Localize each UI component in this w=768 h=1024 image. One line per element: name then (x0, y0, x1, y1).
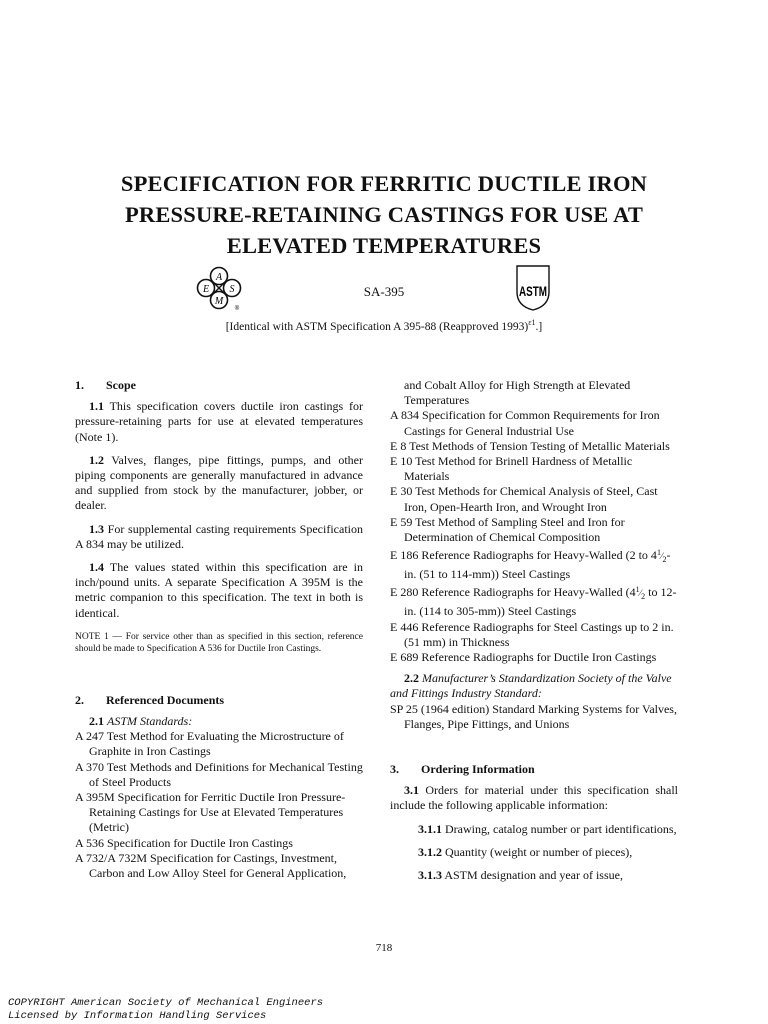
paragraph-3-1-3: 3.1.3 ASTM designation and year of issue, (418, 868, 623, 883)
reference-item: E 689 Reference Radiographs for Ductile Iron Castings (390, 650, 657, 665)
right-column (390, 378, 678, 883)
note-1: NOTE 1 — For service other than as specified in this section, reference should be made to Specification A 536 for Ductile Iron Castings. (75, 631, 363, 654)
logo-letter-top: A (215, 272, 223, 283)
designation: SA-395 (363, 284, 405, 299)
astm-logo-text: ASTM (519, 283, 547, 299)
page-number: 718 (375, 942, 393, 954)
reference-item-e186: E 186 Reference Radiographs for Heavy-Walled (2 to $4^1⁄_2-in$. (51 to 114-mm)) Steel Castings (390, 548, 671, 582)
logo-letter-right: S (229, 284, 235, 295)
section-heading-scope: 1. Scope (75, 378, 136, 392)
reference-item: A 536 Specification for Ductile Iron Castings (75, 835, 293, 850)
paragraph-1-1: 1.1 This specification covers ductile iron castings for pressure-retaining parts for use at elevated temperatures (Note 1). (75, 399, 363, 444)
identical-sup: ε1 (528, 318, 536, 327)
copyright-line: COPYRIGHT American Society of Mechanical Engineers (8, 997, 324, 1009)
reference-item-e280: E 280 Reference Radiographs for Heavy-Walled ($4^1⁄_2$ to 12-in. (114 to 305-mm)) Steel Castings (390, 585, 677, 619)
reference-item: A 732/A 732M Specification for Castings, Investment, Carbon and Low Alloy Steel for General Application, (75, 850, 347, 881)
title-line: ELEVATED TEMPERATURES (226, 233, 542, 258)
registered-mark: ® (234, 306, 240, 312)
section-heading-ordering-information: 3. Ordering Information (390, 762, 535, 777)
subsection-2-1: 2.1 ASTM Standards: (89, 714, 193, 729)
reference-item: E 30 Test Methods for Chemical Analysis of Steel, Cast Iron, Open-Hearth Iron, and Wrought Iron (390, 484, 658, 514)
copyright-notice (8, 997, 323, 1022)
identical-suffix: .] (535, 320, 543, 333)
identical-prefix: [Identical with ASTM Specification A 395-88 (Reapproved 1993) (225, 320, 529, 333)
paragraph-1-4: 1.4 The values stated within this specification are in inch/pound units. A separate Specification A 395M is the metric companion to this specification. The text in both is identical. (75, 560, 363, 620)
reference-continuation: and Cobalt Alloy for High Strength at Elevated Temperatures (404, 378, 631, 408)
reference-item: A 834 Specification for Common Requirements for Iron Castings for General Industrial Use (390, 408, 660, 438)
astm-logo-icon (513, 264, 553, 312)
title-line: PRESSURE-RETAINING CASTINGS FOR USE AT (124, 202, 644, 227)
paragraph-1-3: 1.3 For supplemental casting requirements Specification A 834 may be utilized. (75, 521, 363, 551)
paragraph-3-1-2: 3.1.2 Quantity (weight or number of pieces), (418, 844, 633, 859)
reference-item: E 8 Test Methods of Tension Testing of Metallic Materials (390, 438, 670, 453)
license-line: Licensed by Information Handling Services (8, 1009, 267, 1022)
document-title (0, 168, 768, 261)
reference-item: A 370 Test Methods and Definitions for Mechanical Testing of Steel Products (75, 759, 363, 789)
logo-letter-bottom: M (214, 296, 224, 307)
section-heading-referenced-documents: 2. Referenced Documents (75, 692, 225, 707)
reference-item-sp25: SP 25 (1964 edition) Standard Marking Systems for Valves, Flanges, Pipe Fittings, and Unions (390, 701, 677, 731)
reference-item: E 59 Test Method of Sampling Steel and Iron for Determination of Chemical Composition (390, 514, 625, 545)
paragraph-1-2: 1.2 Valves, flanges, pipe fittings, pumps, and other piping components are generally manufactured in advance and supplied from stock by the manufacturer, jobber, or dealer. (75, 452, 363, 513)
reference-item: E 10 Test Method for Brinell Hardness of Metallic Materials (390, 454, 633, 484)
logo-letter-left: E (202, 284, 210, 295)
title-line: SPECIFICATION FOR FERRITIC DUCTILE IRON (120, 171, 648, 196)
subsection-2-2: 2.2 Manufacturer’s Standardization Society of the Valve and Fittings Industry Standard: (390, 671, 672, 701)
reference-item: E 446 Reference Radiographs for Steel Castings up to 2 in. (51 mm) in Thickness (390, 619, 674, 649)
reference-item: A 395M Specification for Ferritic Ductile Iron Pressure-Retaining Castings for Use at Elevated Temperatures (Metric) (75, 790, 346, 835)
reference-item: A 247 Test Method for Evaluating the Microstructure of Graphite in Iron Castings (75, 729, 344, 759)
identical-note (0, 318, 768, 333)
paragraph-3-1-1: 3.1.1 Drawing, catalog number or part identifications, (418, 821, 677, 836)
paragraph-3-1: 3.1 Orders for material under this specification shall include the following applicable information: (390, 783, 678, 813)
left-column (75, 378, 363, 881)
